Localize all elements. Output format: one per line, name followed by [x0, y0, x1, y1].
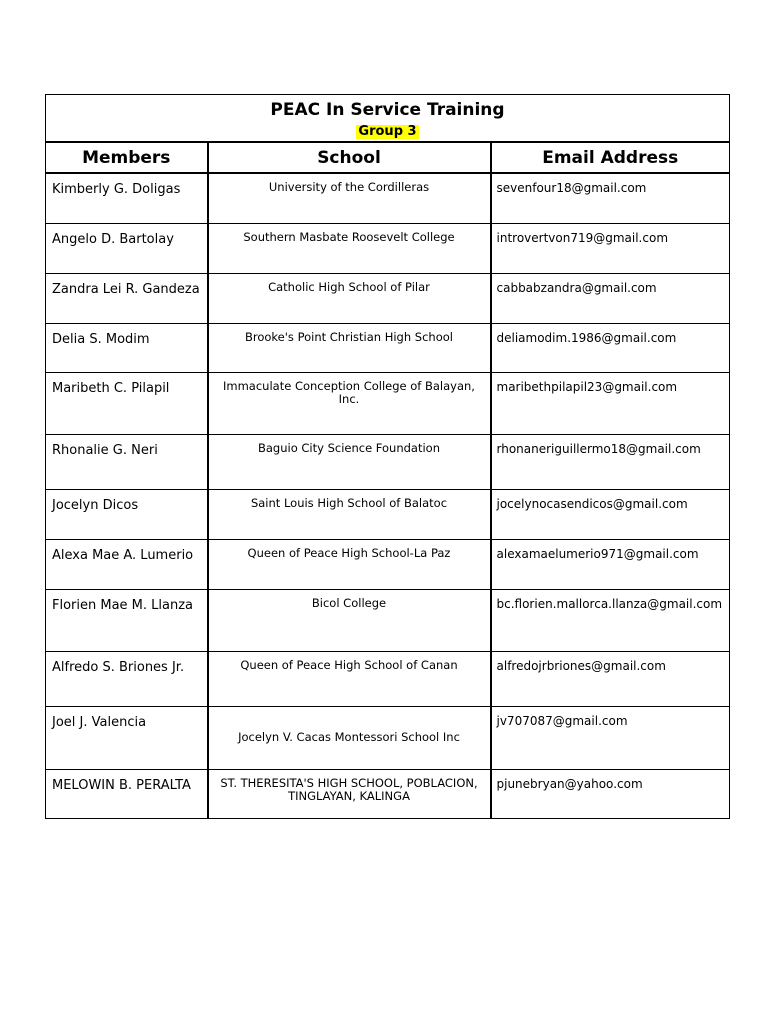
- table-row: [46, 706, 730, 769]
- member-name: Jocelyn Dicos: [46, 489, 208, 539]
- member-name: Kimberly G. Doligas: [46, 173, 208, 223]
- email-address: deliamodim.1986@gmail.com: [491, 323, 730, 372]
- school-name: Immaculate Conception College of Balayan, Inc.: [208, 372, 491, 434]
- table-row: [46, 434, 730, 489]
- email-address: maribethpilapil23@gmail.com: [491, 372, 730, 434]
- school-name: Catholic High School of Pilar: [208, 273, 491, 323]
- email-address: introvertvon719@gmail.com: [491, 223, 730, 273]
- email-address: bc.florien.mallorca.llanza@gmail.com: [491, 589, 730, 651]
- group-label: Group 3: [358, 124, 417, 139]
- table-row: [46, 539, 730, 589]
- school-name: Queen of Peace High School-La Paz: [208, 539, 491, 589]
- email-address: rhonaneriguillermo18@gmail.com: [491, 434, 730, 489]
- member-name: Rhonalie G. Neri: [46, 434, 208, 489]
- table-row: [46, 273, 730, 323]
- member-name: Joel J. Valencia: [46, 706, 208, 769]
- school-name: ST. THERESITA'S HIGH SCHOOL, POBLACION, TINGLAYAN, KALINGA: [208, 769, 491, 818]
- member-name: MELOWIN B. PERALTA: [46, 769, 208, 818]
- school-name: Brooke's Point Christian High School: [208, 323, 491, 372]
- email-address: alexamaelumerio971@gmail.com: [491, 539, 730, 589]
- table-row: [46, 323, 730, 372]
- table-row: [46, 489, 730, 539]
- document-title: PEAC In Service Training: [270, 100, 505, 120]
- header-school: School: [208, 142, 491, 173]
- table-row: [46, 651, 730, 706]
- table-body: [46, 173, 730, 818]
- school-name: Saint Louis High School of Balatoc: [208, 489, 491, 539]
- title-cell: [46, 95, 730, 143]
- table-row: [46, 223, 730, 273]
- member-name: Alexa Mae A. Lumerio: [46, 539, 208, 589]
- member-name: Maribeth C. Pilapil: [46, 372, 208, 434]
- member-name: Zandra Lei R. Gandeza: [46, 273, 208, 323]
- table-row: [46, 769, 730, 818]
- school-name: Southern Masbate Roosevelt College: [208, 223, 491, 273]
- table-row: [46, 589, 730, 651]
- document-sheet: [45, 94, 729, 819]
- email-address: alfredojrbriones@gmail.com: [491, 651, 730, 706]
- email-address: cabbabzandra@gmail.com: [491, 273, 730, 323]
- email-address: jv707087@gmail.com: [491, 706, 730, 769]
- email-address: pjunebryan@yahoo.com: [491, 769, 730, 818]
- school-name: Jocelyn V. Cacas Montessori School Inc: [208, 706, 491, 769]
- email-address: jocelynocasendicos@gmail.com: [491, 489, 730, 539]
- member-name: Alfredo S. Briones Jr.: [46, 651, 208, 706]
- table-row: [46, 173, 730, 223]
- header-members: Members: [46, 142, 208, 173]
- header-email: Email Address: [491, 142, 730, 173]
- school-name: University of the Cordilleras: [208, 173, 491, 223]
- table-row: [46, 372, 730, 434]
- title-row: [46, 95, 730, 143]
- school-name: Queen of Peace High School of Canan: [208, 651, 491, 706]
- header-row: [46, 142, 730, 173]
- school-name: Baguio City Science Foundation: [208, 434, 491, 489]
- email-address: sevenfour18@gmail.com: [491, 173, 730, 223]
- members-table: [45, 94, 730, 819]
- school-name: Bicol College: [208, 589, 491, 651]
- member-name: Angelo D. Bartolay: [46, 223, 208, 273]
- member-name: Delia S. Modim: [46, 323, 208, 372]
- member-name: Florien Mae M. Llanza: [46, 589, 208, 651]
